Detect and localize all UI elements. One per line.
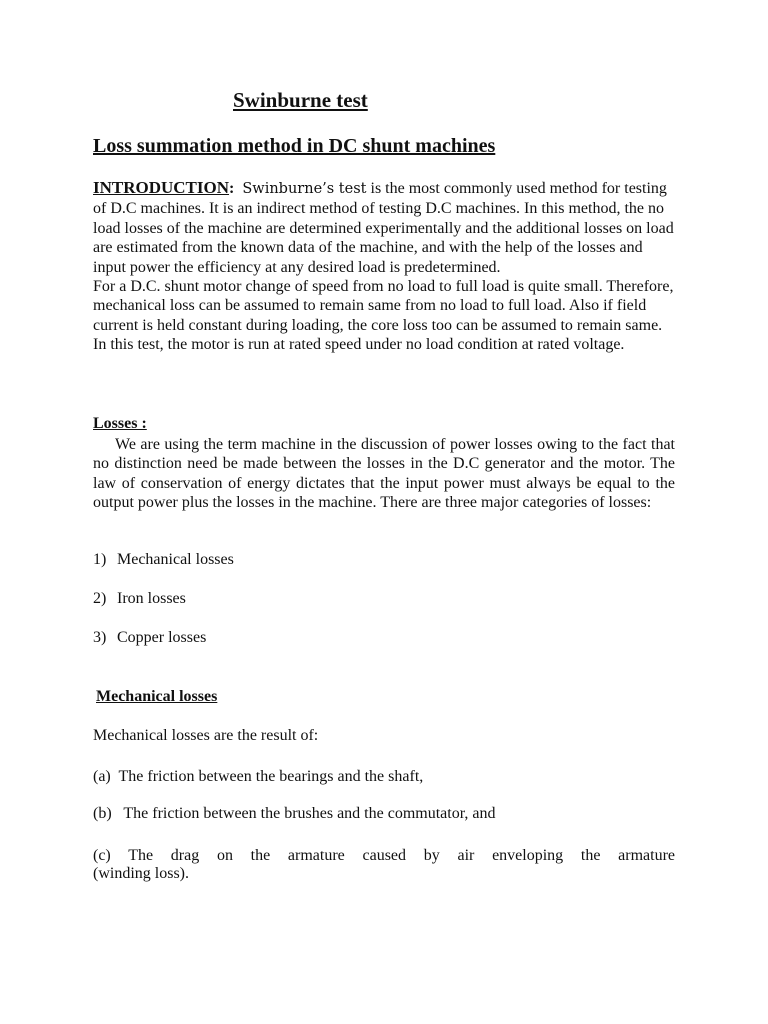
losses-heading: Losses : xyxy=(93,415,147,432)
mechanical-item-c-continuation: (winding loss). xyxy=(93,865,189,882)
list-item-label: Iron losses xyxy=(117,590,186,607)
list-item xyxy=(93,629,206,647)
list-item-number: 1) xyxy=(93,551,107,568)
mechanical-item-c xyxy=(93,846,675,865)
item-text: The drag on the armature caused by air enveloping the armature xyxy=(128,847,675,864)
introduction-label: INTRODUCTION xyxy=(93,178,230,197)
item-text: The friction between the brushes and the commutator, and xyxy=(123,805,496,822)
list-item xyxy=(93,551,234,569)
losses-paragraph: We are using the term machine in the discussion of power losses owing to the fact that no distinction need be made between the losses in the D.C generator and the motor. The law of conservation of energy dictates that the input power must always be equal to the output power plus the losses in the machine. There are three major categories of losses: xyxy=(93,436,675,512)
item-marker: (c) xyxy=(93,847,111,864)
list-item-number: 2) xyxy=(93,590,107,607)
introduction-paragraph xyxy=(93,178,677,355)
mechanical-item-b xyxy=(93,805,496,823)
list-item-label: Mechanical losses xyxy=(117,551,234,568)
page-title: Swinburne test xyxy=(233,88,368,112)
item-marker: (b) xyxy=(93,805,112,822)
list-item-number: 3) xyxy=(93,629,107,646)
list-item-label: Copper losses xyxy=(117,629,207,646)
page-subtitle: Loss summation method in DC shunt machines xyxy=(93,135,496,157)
mechanical-losses-heading: Mechanical losses xyxy=(96,688,218,705)
mechanical-item-a xyxy=(93,768,423,786)
introduction-text: is the most commonly used method for testing of D.C machines. It is an indirect method of testing D.C machines. In this method, the no load losses of the machine are determined experimentally and the additional losses on load are estimated from the known data of the machine, and with the help of the losses and input power the efficiency at any desired load is predetermined. xyxy=(93,180,674,276)
item-marker: (a) xyxy=(93,768,111,785)
introduction-colon: : xyxy=(229,180,235,197)
introduction-text-2: For a D.C. shunt motor change of speed from no load to full load is quite small. Therefore, mechanical loss can be assumed to remain same from no load to full load. Also if field current is held constant during loading, the core loss too can be assumed to remain same. In this test, the motor is run at rated speed under no load condition at rated voltage. xyxy=(93,278,674,354)
swinburne-test-term: Swinburne’s test xyxy=(242,181,367,197)
item-text: The friction between the bearings and the shaft, xyxy=(118,768,424,785)
list-item xyxy=(93,590,186,608)
mechanical-losses-intro: Mechanical losses are the result of: xyxy=(93,727,319,744)
